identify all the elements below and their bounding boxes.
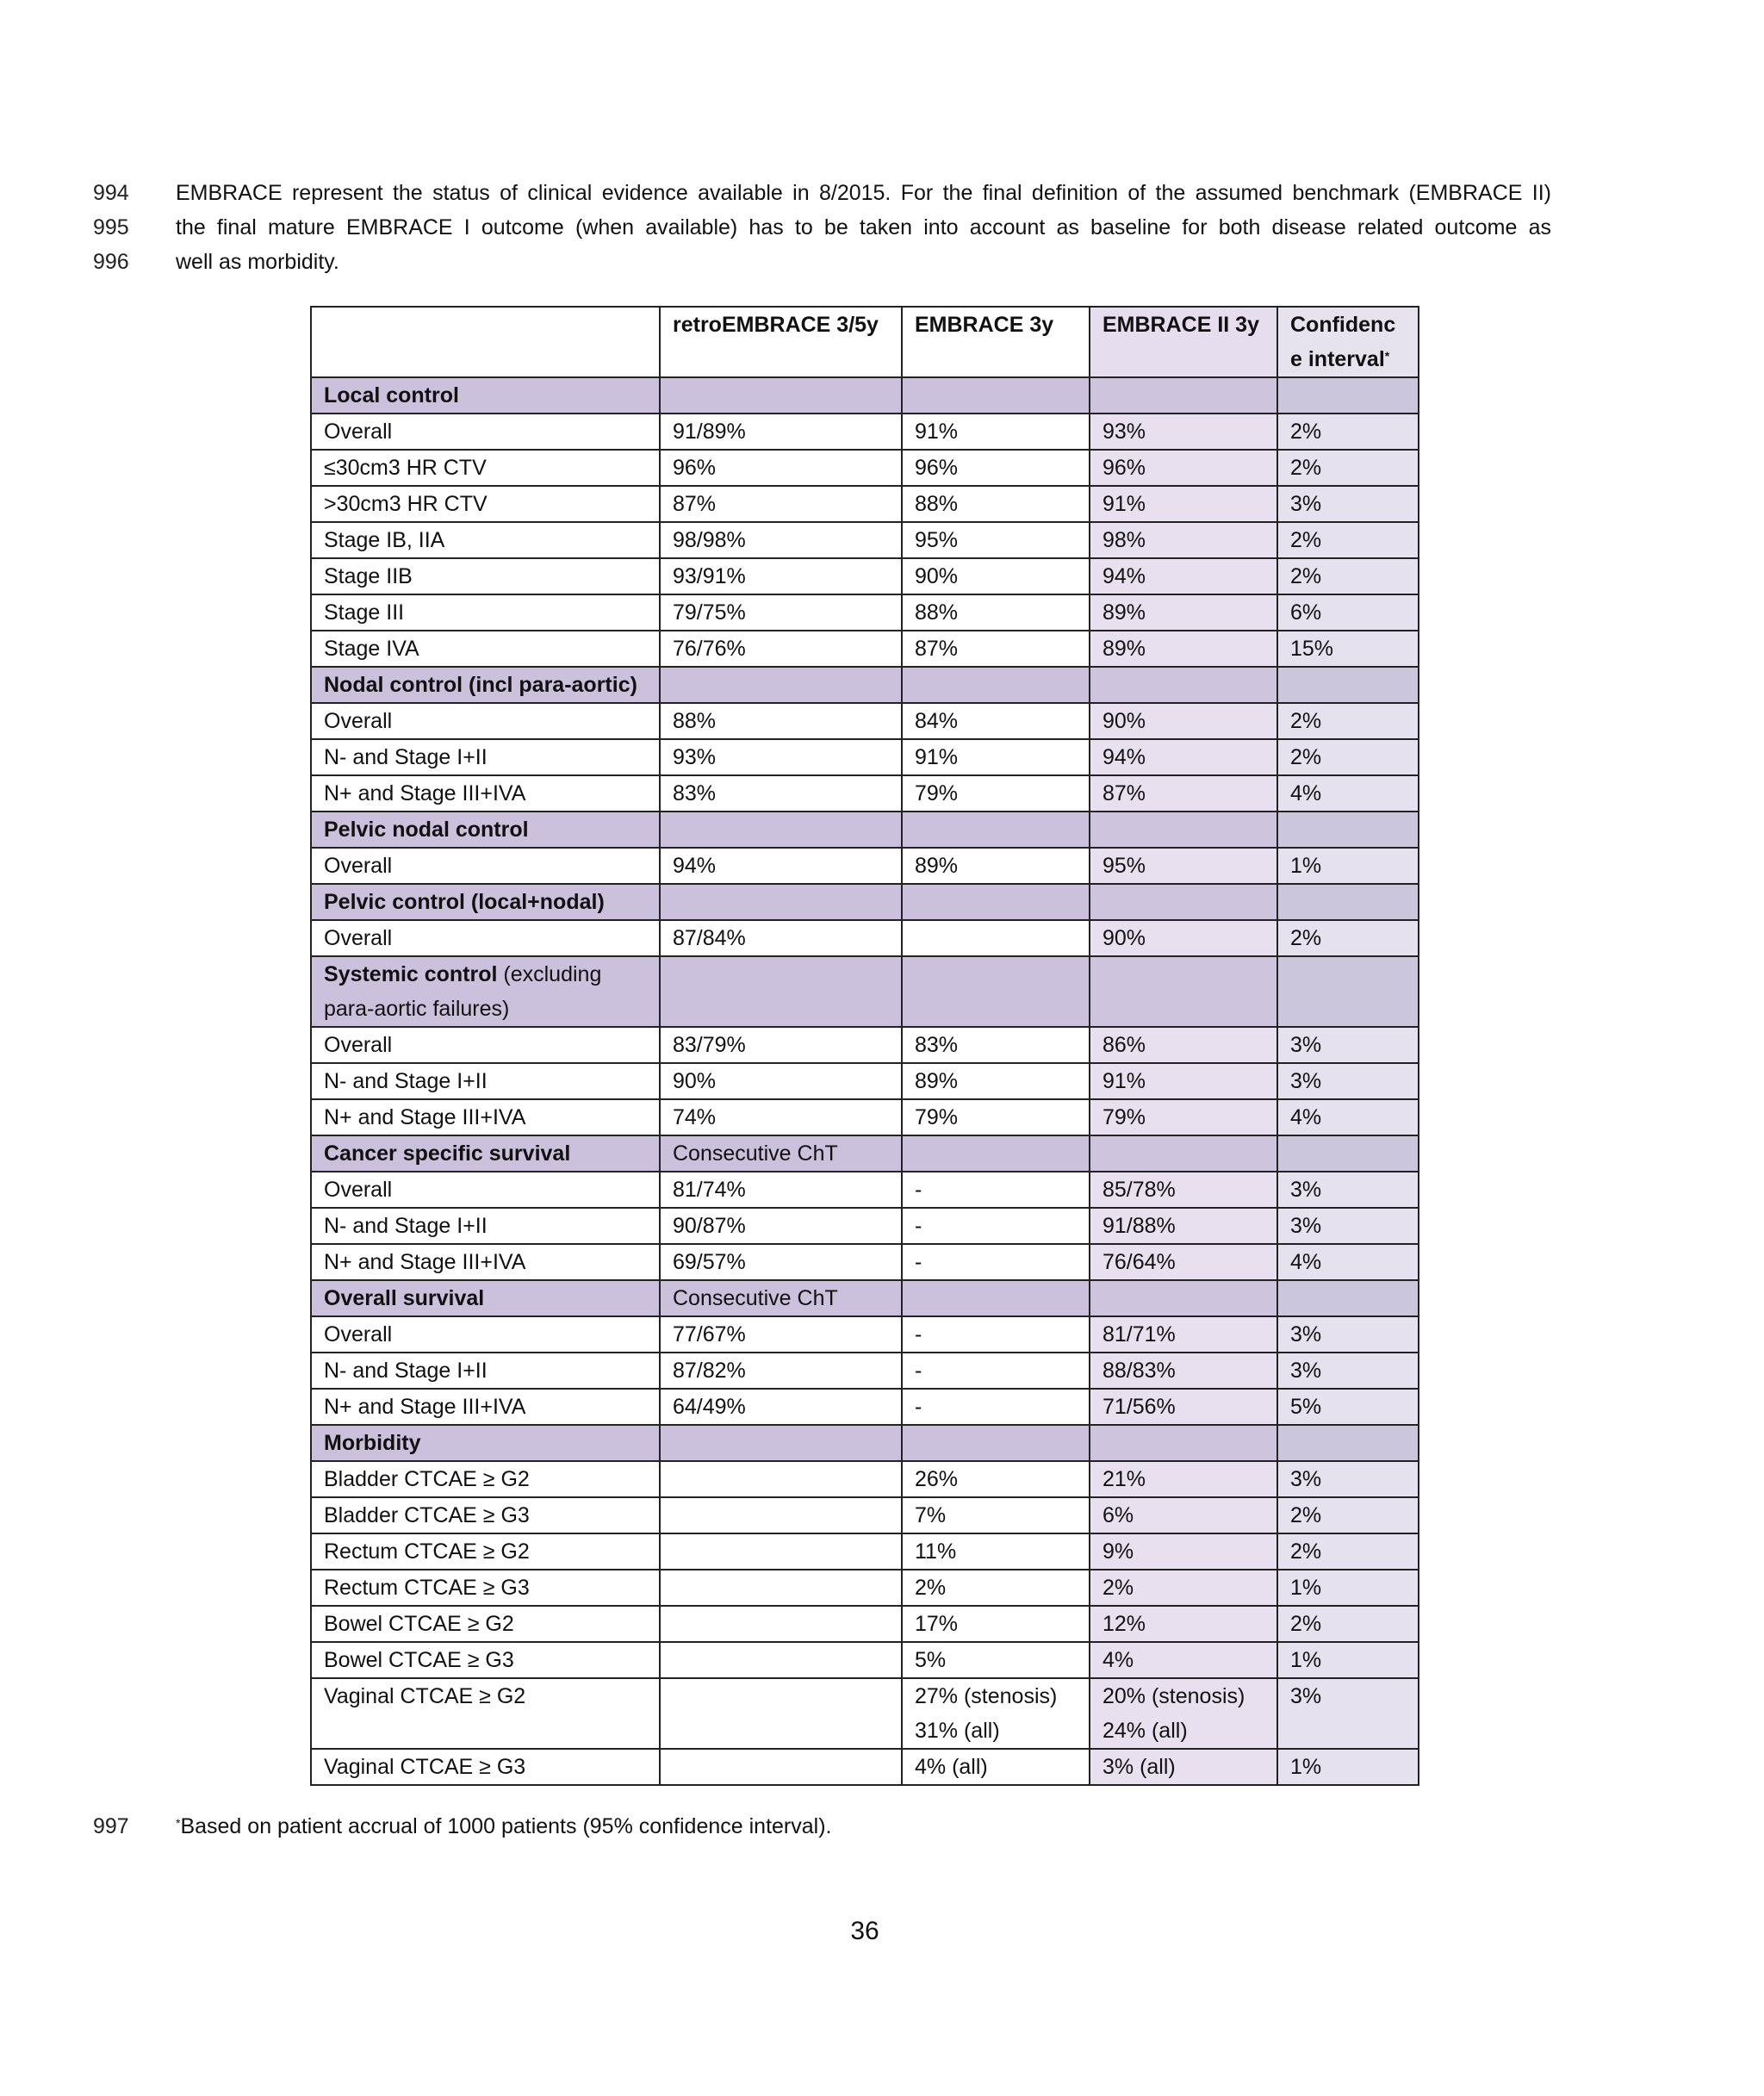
value-cell: 3% (all) bbox=[1090, 1749, 1277, 1785]
value-cell: 79% bbox=[902, 1099, 1090, 1135]
table-row bbox=[311, 1533, 1419, 1570]
line-number: 997 bbox=[93, 1814, 129, 1838]
table-row bbox=[311, 486, 1419, 522]
value-cell bbox=[660, 1749, 902, 1785]
value-cell: 95% bbox=[1090, 848, 1277, 884]
row-label-cell: Bowel CTCAE ≥ G3 bbox=[311, 1642, 660, 1678]
section-title-cell bbox=[311, 1135, 660, 1172]
section-note-cell bbox=[660, 956, 902, 1027]
value-cell bbox=[660, 1533, 902, 1570]
section-empty-cell bbox=[1090, 956, 1277, 1027]
table-row bbox=[311, 1099, 1419, 1135]
value-cell: 83% bbox=[660, 775, 902, 812]
value-cell: 90% bbox=[1090, 703, 1277, 739]
section-empty-cell bbox=[1090, 884, 1277, 920]
section-row bbox=[311, 1280, 1419, 1316]
section-note-cell bbox=[660, 1425, 902, 1461]
value-cell: 3% bbox=[1277, 1316, 1419, 1353]
table-row bbox=[311, 1316, 1419, 1353]
row-label-cell: Vaginal CTCAE ≥ G2 bbox=[311, 1678, 660, 1749]
section-title: Pelvic nodal control bbox=[324, 818, 529, 842]
value-cell: 3% bbox=[1277, 1063, 1419, 1099]
section-title: Pelvic control (local+nodal) bbox=[324, 890, 605, 914]
section-empty-cell bbox=[1090, 667, 1277, 703]
footnote bbox=[176, 1809, 831, 1844]
section-title: Overall survival bbox=[324, 1286, 485, 1310]
section-empty-cell bbox=[1090, 1425, 1277, 1461]
value-cell: - bbox=[902, 1208, 1090, 1244]
value-cell bbox=[1090, 1678, 1277, 1749]
section-empty-cell bbox=[1277, 812, 1419, 848]
value-cell: 96% bbox=[660, 450, 902, 486]
section-empty-cell bbox=[1277, 377, 1419, 414]
table-row bbox=[311, 1749, 1419, 1785]
section-empty-cell bbox=[902, 377, 1090, 414]
row-label-cell: Stage IVA bbox=[311, 631, 660, 667]
value-cell: 87/84% bbox=[660, 920, 902, 956]
table-row bbox=[311, 1063, 1419, 1099]
row-label-cell: N+ and Stage III+IVA bbox=[311, 775, 660, 812]
value-cell: 74% bbox=[660, 1099, 902, 1135]
value-cell: 76/64% bbox=[1090, 1244, 1277, 1280]
value-cell: 3% bbox=[1277, 1678, 1419, 1749]
section-empty-cell bbox=[1277, 1425, 1419, 1461]
table-header-row bbox=[311, 307, 1419, 377]
row-label-cell: Overall bbox=[311, 414, 660, 450]
value-cell: 93% bbox=[1090, 414, 1277, 450]
table-row bbox=[311, 1027, 1419, 1063]
value-cell: 77/67% bbox=[660, 1316, 902, 1353]
row-label-cell: N+ and Stage III+IVA bbox=[311, 1099, 660, 1135]
header-cell: EMBRACE II 3y bbox=[1090, 307, 1277, 377]
value-cell: 2% bbox=[1277, 414, 1419, 450]
value-cell: - bbox=[902, 1353, 1090, 1389]
value-cell: 11% bbox=[902, 1533, 1090, 1570]
section-title-cell bbox=[311, 884, 660, 920]
value-cell: 91/89% bbox=[660, 414, 902, 450]
value-cell: 89% bbox=[902, 1063, 1090, 1099]
value-cell: 4% bbox=[1277, 775, 1419, 812]
row-label-cell: N- and Stage I+II bbox=[311, 1353, 660, 1389]
value-cell: 91% bbox=[902, 739, 1090, 775]
table-row bbox=[311, 1642, 1419, 1678]
row-label-cell: Rectum CTCAE ≥ G3 bbox=[311, 1570, 660, 1606]
value-cell: 12% bbox=[1090, 1606, 1277, 1642]
row-label-cell: N- and Stage I+II bbox=[311, 1063, 660, 1099]
section-title-cell bbox=[311, 812, 660, 848]
row-label-cell: Overall bbox=[311, 703, 660, 739]
row-label-cell: Overall bbox=[311, 920, 660, 956]
value-cell: 69/57% bbox=[660, 1244, 902, 1280]
section-empty-cell bbox=[1277, 956, 1419, 1027]
footnote-text: Based on patient accrual of 1000 patients (95% confidence interval). bbox=[180, 1814, 832, 1838]
value-cell: 64/49% bbox=[660, 1389, 902, 1425]
section-empty-cell bbox=[1277, 1280, 1419, 1316]
table-row bbox=[311, 739, 1419, 775]
section-empty-cell bbox=[1277, 667, 1419, 703]
row-label-cell: >30cm3 HR CTV bbox=[311, 486, 660, 522]
section-empty-cell bbox=[902, 1135, 1090, 1172]
section-empty-cell bbox=[902, 1280, 1090, 1316]
value-cell: 2% bbox=[1277, 522, 1419, 558]
row-label-cell: Bladder CTCAE ≥ G2 bbox=[311, 1461, 660, 1497]
table-row bbox=[311, 1353, 1419, 1389]
value-cell bbox=[660, 1497, 902, 1533]
value-cell: 5% bbox=[902, 1642, 1090, 1678]
section-title: Local control bbox=[324, 383, 459, 407]
value-cell: 90/87% bbox=[660, 1208, 902, 1244]
section-title-cell bbox=[311, 377, 660, 414]
value-cell: 4% bbox=[1277, 1244, 1419, 1280]
value-cell: 88% bbox=[660, 703, 902, 739]
section-title: Systemic control bbox=[324, 962, 498, 986]
table-row bbox=[311, 522, 1419, 558]
section-note-cell: Consecutive ChT bbox=[660, 1135, 902, 1172]
header-cell-empty bbox=[311, 307, 660, 377]
value-cell: 21% bbox=[1090, 1461, 1277, 1497]
value-cell: 93% bbox=[660, 739, 902, 775]
value-cell: 89% bbox=[1090, 594, 1277, 631]
value-cell bbox=[660, 1642, 902, 1678]
value-cell: 87% bbox=[1090, 775, 1277, 812]
value-cell: 83/79% bbox=[660, 1027, 902, 1063]
cell-line: 20% (stenosis) bbox=[1102, 1684, 1245, 1708]
value-cell: 6% bbox=[1090, 1497, 1277, 1533]
table-row bbox=[311, 631, 1419, 667]
value-cell: 94% bbox=[1090, 558, 1277, 594]
table-row bbox=[311, 1497, 1419, 1533]
section-empty-cell bbox=[902, 1425, 1090, 1461]
value-cell bbox=[660, 1570, 902, 1606]
section-empty-cell bbox=[1277, 884, 1419, 920]
value-cell: 9% bbox=[1090, 1533, 1277, 1570]
page-number: 36 bbox=[850, 1917, 879, 1945]
value-cell: - bbox=[902, 1172, 1090, 1208]
header-cell: EMBRACE 3y bbox=[902, 307, 1090, 377]
section-row bbox=[311, 667, 1419, 703]
table-row bbox=[311, 920, 1419, 956]
value-cell: 2% bbox=[1277, 1533, 1419, 1570]
value-cell: 7% bbox=[902, 1497, 1090, 1533]
value-cell: 3% bbox=[1277, 1208, 1419, 1244]
value-cell: 2% bbox=[1277, 920, 1419, 956]
section-empty-cell bbox=[902, 884, 1090, 920]
value-cell: 91/88% bbox=[1090, 1208, 1277, 1244]
value-cell: 87/82% bbox=[660, 1353, 902, 1389]
paragraph-line: well as morbidity. bbox=[176, 250, 339, 274]
section-note-cell bbox=[660, 812, 902, 848]
value-cell: 87% bbox=[902, 631, 1090, 667]
section-title-cell bbox=[311, 1280, 660, 1316]
row-label-cell: Bowel CTCAE ≥ G2 bbox=[311, 1606, 660, 1642]
table-row bbox=[311, 594, 1419, 631]
value-cell: 2% bbox=[1277, 739, 1419, 775]
value-cell: 79/75% bbox=[660, 594, 902, 631]
value-cell: 1% bbox=[1277, 1749, 1419, 1785]
line-number: 996 bbox=[93, 250, 129, 274]
table-row bbox=[311, 1570, 1419, 1606]
value-cell: 95% bbox=[902, 522, 1090, 558]
value-cell: 2% bbox=[902, 1570, 1090, 1606]
value-cell: 98/98% bbox=[660, 522, 902, 558]
header-cell bbox=[1277, 307, 1419, 377]
section-empty-cell bbox=[902, 812, 1090, 848]
value-cell: 15% bbox=[1277, 631, 1419, 667]
paragraph-line: EMBRACE represent the status of clinical evidence available in 8/2015. For the final definition of the assumed benchmark (EMBRACE II) bbox=[176, 181, 1551, 205]
value-cell: 79% bbox=[1090, 1099, 1277, 1135]
value-cell: 91% bbox=[902, 414, 1090, 450]
table-row bbox=[311, 703, 1419, 739]
cell-line: 27% (stenosis) bbox=[915, 1684, 1058, 1708]
row-label-cell: Rectum CTCAE ≥ G2 bbox=[311, 1533, 660, 1570]
section-empty-cell bbox=[902, 956, 1090, 1027]
table-row bbox=[311, 450, 1419, 486]
outcome-table bbox=[310, 306, 1419, 1786]
value-cell: 3% bbox=[1277, 1461, 1419, 1497]
section-title-cell bbox=[311, 667, 660, 703]
value-cell: 3% bbox=[1277, 1172, 1419, 1208]
footnote-marker: * bbox=[1384, 349, 1390, 363]
value-cell: 1% bbox=[1277, 848, 1419, 884]
value-cell: 90% bbox=[660, 1063, 902, 1099]
table-row bbox=[311, 1244, 1419, 1280]
value-cell: - bbox=[902, 1316, 1090, 1353]
value-cell: 81/74% bbox=[660, 1172, 902, 1208]
value-cell: 81/71% bbox=[1090, 1316, 1277, 1353]
section-title-note: (excluding para-aortic failures) bbox=[324, 962, 602, 1021]
cell-line: 24% (all) bbox=[1102, 1719, 1188, 1743]
table-row bbox=[311, 558, 1419, 594]
cell-line: 31% (all) bbox=[915, 1719, 1000, 1743]
value-cell: 4% (all) bbox=[902, 1749, 1090, 1785]
table-row bbox=[311, 1461, 1419, 1497]
value-cell: 2% bbox=[1277, 1606, 1419, 1642]
value-cell: 71/56% bbox=[1090, 1389, 1277, 1425]
value-cell: 90% bbox=[1090, 920, 1277, 956]
row-label-cell: Overall bbox=[311, 1316, 660, 1353]
value-cell: 2% bbox=[1277, 703, 1419, 739]
value-cell: 4% bbox=[1090, 1642, 1277, 1678]
value-cell: 88% bbox=[902, 594, 1090, 631]
section-row bbox=[311, 1425, 1419, 1461]
value-cell: 98% bbox=[1090, 522, 1277, 558]
value-cell: 89% bbox=[902, 848, 1090, 884]
row-label-cell: Overall bbox=[311, 1172, 660, 1208]
section-empty-cell bbox=[902, 667, 1090, 703]
value-cell: 96% bbox=[902, 450, 1090, 486]
row-label-cell: N+ and Stage III+IVA bbox=[311, 1244, 660, 1280]
value-cell: 3% bbox=[1277, 1027, 1419, 1063]
value-cell: 94% bbox=[660, 848, 902, 884]
value-cell: 88/83% bbox=[1090, 1353, 1277, 1389]
value-cell bbox=[660, 1678, 902, 1749]
value-cell: 83% bbox=[902, 1027, 1090, 1063]
value-cell: 6% bbox=[1277, 594, 1419, 631]
value-cell: 1% bbox=[1277, 1642, 1419, 1678]
row-label-cell: Stage IB, IIA bbox=[311, 522, 660, 558]
value-cell: 3% bbox=[1277, 1353, 1419, 1389]
row-label-cell: N+ and Stage III+IVA bbox=[311, 1389, 660, 1425]
value-cell bbox=[902, 1678, 1090, 1749]
value-cell: 89% bbox=[1090, 631, 1277, 667]
value-cell: 84% bbox=[902, 703, 1090, 739]
row-label-cell: N- and Stage I+II bbox=[311, 1208, 660, 1244]
row-label-cell: Bladder CTCAE ≥ G3 bbox=[311, 1497, 660, 1533]
table-row bbox=[311, 1606, 1419, 1642]
value-cell: 87% bbox=[660, 486, 902, 522]
header-cell: retroEMBRACE 3/5y bbox=[660, 307, 902, 377]
value-cell: 85/78% bbox=[1090, 1172, 1277, 1208]
row-label-cell: Vaginal CTCAE ≥ G3 bbox=[311, 1749, 660, 1785]
section-note-cell bbox=[660, 884, 902, 920]
line-number: 995 bbox=[93, 215, 129, 239]
row-label-cell: Stage IIB bbox=[311, 558, 660, 594]
value-cell: 91% bbox=[1090, 486, 1277, 522]
value-cell: 1% bbox=[1277, 1570, 1419, 1606]
section-title-cell bbox=[311, 1425, 660, 1461]
value-cell: 93/91% bbox=[660, 558, 902, 594]
section-empty-cell bbox=[1090, 1135, 1277, 1172]
value-cell: 17% bbox=[902, 1606, 1090, 1642]
table-row bbox=[311, 1678, 1419, 1749]
table-row bbox=[311, 775, 1419, 812]
section-note-cell: Consecutive ChT bbox=[660, 1280, 902, 1316]
value-cell: 2% bbox=[1090, 1570, 1277, 1606]
section-note-cell bbox=[660, 377, 902, 414]
section-note-cell bbox=[660, 667, 902, 703]
value-cell: - bbox=[902, 1244, 1090, 1280]
value-cell: 5% bbox=[1277, 1389, 1419, 1425]
value-cell bbox=[660, 1606, 902, 1642]
value-cell: 91% bbox=[1090, 1063, 1277, 1099]
section-title: Nodal control (incl para-aortic) bbox=[324, 673, 637, 697]
row-label-cell: Overall bbox=[311, 848, 660, 884]
section-row bbox=[311, 812, 1419, 848]
section-title: Cancer specific survival bbox=[324, 1141, 571, 1166]
row-label-cell: ≤30cm3 HR CTV bbox=[311, 450, 660, 486]
section-empty-cell bbox=[1090, 1280, 1277, 1316]
value-cell: 88% bbox=[902, 486, 1090, 522]
value-cell: 4% bbox=[1277, 1099, 1419, 1135]
value-cell: 26% bbox=[902, 1461, 1090, 1497]
header-cell-text: Confidenc e interval bbox=[1290, 313, 1396, 371]
value-cell bbox=[660, 1461, 902, 1497]
value-cell: 2% bbox=[1277, 450, 1419, 486]
section-row bbox=[311, 377, 1419, 414]
section-empty-cell bbox=[1277, 1135, 1419, 1172]
value-cell bbox=[902, 920, 1090, 956]
table-row bbox=[311, 848, 1419, 884]
value-cell: 94% bbox=[1090, 739, 1277, 775]
value-cell: 2% bbox=[1277, 558, 1419, 594]
section-title-cell bbox=[311, 956, 660, 1027]
value-cell: 79% bbox=[902, 775, 1090, 812]
value-cell: 90% bbox=[902, 558, 1090, 594]
row-label-cell: Stage III bbox=[311, 594, 660, 631]
section-empty-cell bbox=[1090, 377, 1277, 414]
table-row bbox=[311, 1172, 1419, 1208]
table-row bbox=[311, 1208, 1419, 1244]
value-cell: 86% bbox=[1090, 1027, 1277, 1063]
footnote-marker: * bbox=[176, 1816, 181, 1830]
row-label-cell: Overall bbox=[311, 1027, 660, 1063]
value-cell: 96% bbox=[1090, 450, 1277, 486]
value-cell: - bbox=[902, 1389, 1090, 1425]
section-title: Morbidity bbox=[324, 1431, 421, 1455]
line-number: 994 bbox=[93, 181, 129, 205]
section-row bbox=[311, 1135, 1419, 1172]
value-cell: 3% bbox=[1277, 486, 1419, 522]
paragraph-line: the final mature EMBRACE I outcome (when available) has to be taken into account as baseline for both disease related outcome as bbox=[176, 215, 1551, 239]
row-label-cell: N- and Stage I+II bbox=[311, 739, 660, 775]
value-cell: 76/76% bbox=[660, 631, 902, 667]
table-row bbox=[311, 414, 1419, 450]
table-row bbox=[311, 1389, 1419, 1425]
section-empty-cell bbox=[1090, 812, 1277, 848]
section-row bbox=[311, 956, 1419, 1027]
section-row bbox=[311, 884, 1419, 920]
value-cell: 2% bbox=[1277, 1497, 1419, 1533]
